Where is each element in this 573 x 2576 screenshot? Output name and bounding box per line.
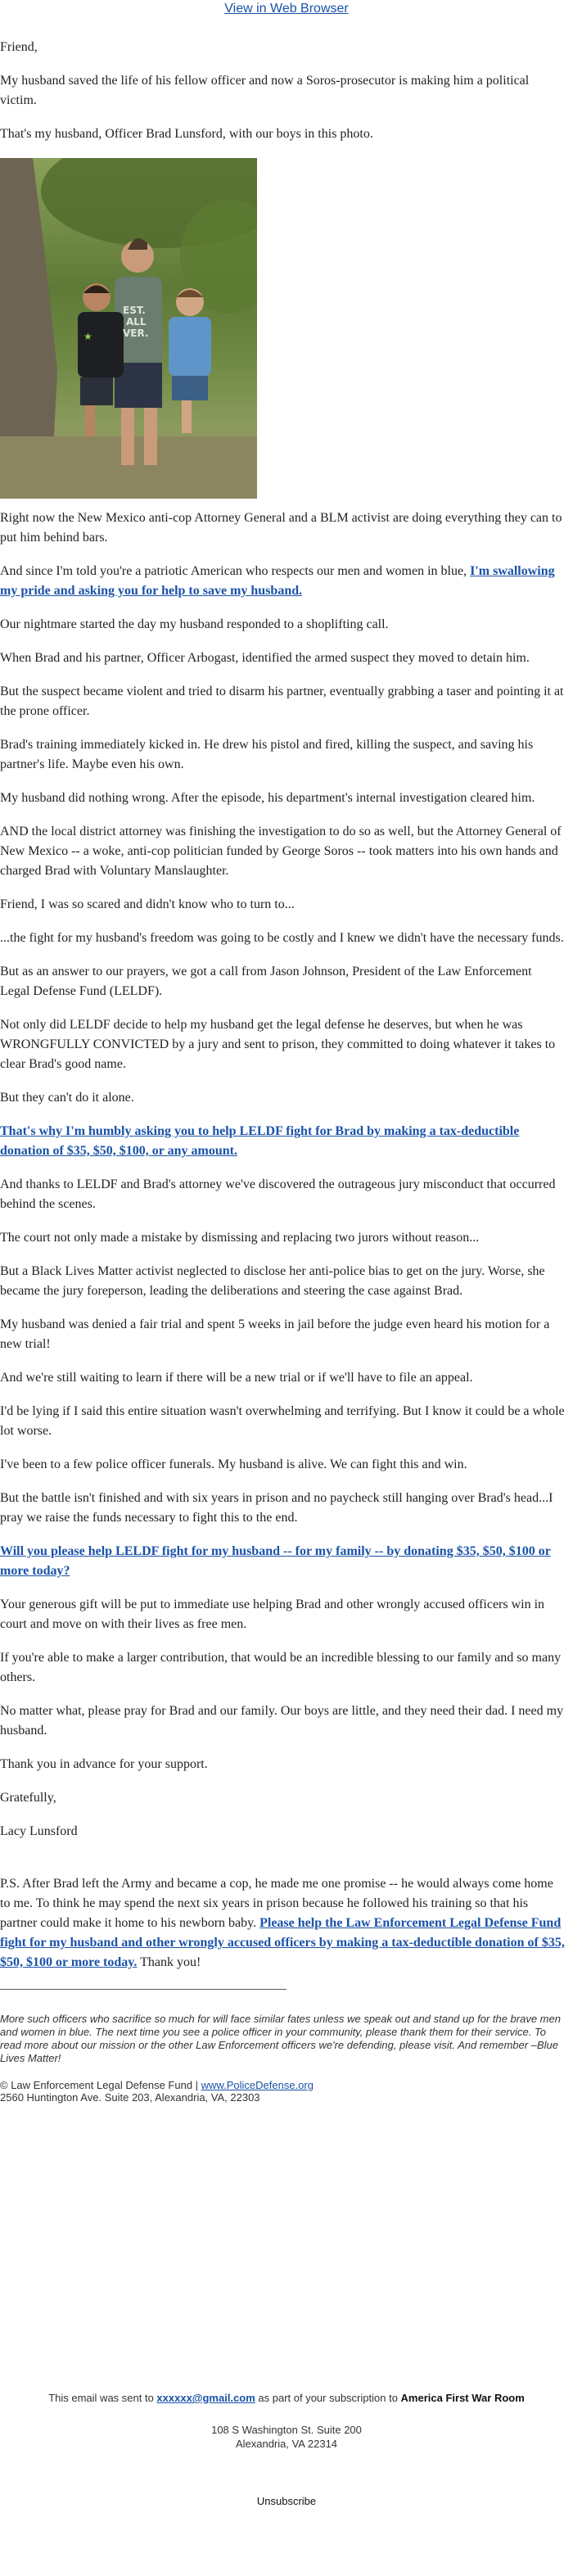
fund-website-link[interactable]: www.PoliceDefense.org [201, 2079, 314, 2091]
subscriber-email-link[interactable]: xxxxxx@gmail.com [156, 2392, 255, 2404]
postscript-end: Thank you! [137, 1955, 201, 1969]
man-leg [144, 408, 157, 465]
paragraph: Friend, I was so scared and didn't know who to turn to... [0, 897, 295, 911]
paragraph: Right now the New Mexico anti-cop Attorney General and a BLM activist are doing everything they can to put him behind bars. [0, 511, 562, 545]
paragraph: My husband saved the life of his fellow officer and now a Soros-prosecutor is making him a political victim. [0, 74, 530, 107]
postscript-text: P.S. After Brad left the Army and became a cop, he made me one promise -- he would always come home to me. To think he may spend the next six years in prison because he followed his training so that his partner could make it home to his newborn baby. [0, 1877, 553, 1930]
shirt-text-line: EST. [123, 305, 146, 316]
disclaimer: More such officers who sacrifice so much for will face similar fates unless we speak out and stand up for the brave men and women in blue. The next time you see a police officer in your community, please thank them for their service. To read more about our mission or the other Law Enforcement officers we're defending, please visit. And remember –Blue Lives Matter! [0, 2013, 561, 2064]
paragraph: I'd be lying if I said this entire situation wasn't overwhelming and terrifying. But I know it could be a whole lot worse. [0, 1404, 565, 1438]
cta-paragraph [0, 1542, 565, 1581]
unsubscribe-link[interactable]: Unsubscribe [256, 2495, 317, 2507]
boy-shorts [80, 377, 113, 405]
paragraph: When Brad and his partner, Officer Arbogast, identified the armed suspect they moved to detain him. [0, 651, 530, 665]
boy-leg [182, 400, 192, 433]
donate-link[interactable]: That's why I'm humbly asking you to help LELDF fight for Brad by making a tax-deductible donation of $35, $50, $100, or any amount. [0, 1124, 520, 1158]
sender-city: Alexandria, VA 22314 [235, 2438, 338, 2450]
paragraph: Thank you in advance for your support. [0, 1757, 208, 1771]
paragraph: Brad's training immediately kicked in. He drew his pistol and fired, killing the suspect, and saving his partner's life. Maybe even his own. [0, 738, 534, 771]
paragraph-text: And since I'm told you're a patriotic American who respects our men and women in blue, [0, 564, 471, 578]
paragraph: ...the fight for my husband's freedom was going to be costly and I knew we didn't have the necessary funds. [0, 931, 564, 945]
paragraph: No matter what, please pray for Brad and our family. Our boys are little, and they need their dad. I need my husband. [0, 1704, 564, 1738]
paragraph: But as an answer to our prayers, we got a call from Jason Johnson, President of the Law Enforcement Legal Defense Fund (LELDF). [0, 965, 532, 998]
boy-shirt [78, 312, 124, 377]
subscription-note [0, 2391, 573, 2405]
fund-info [0, 2079, 565, 2104]
view-in-browser-bar [0, 2, 573, 16]
signature: Lacy Lunsford [0, 1824, 78, 1838]
paragraph: That's my husband, Officer Brad Lunsford, with our boys in this photo. [0, 127, 373, 141]
view-in-browser-link[interactable]: View in Web Browser [224, 2, 349, 16]
closing: Gratefully, [0, 1791, 56, 1805]
divider [0, 1989, 286, 1990]
boy-shorts [172, 376, 208, 400]
fund-copyright-line [0, 2079, 565, 2091]
paragraph [0, 562, 565, 601]
paragraph: My husband was denied a fair trial and spent 5 weeks in jail before the judge even heard his motion for a new trial! [0, 1317, 550, 1351]
paragraph: But the battle isn't finished and with six years in prison and no paycheck still hanging over Brad's head...I pray we raise the funds necessary to fight this to the end. [0, 1491, 553, 1525]
donate-link[interactable]: I'm swallowing my pride and asking you for help to save my husband. [0, 564, 555, 598]
fund-address: 2560 Huntington Ave. Suite 203, Alexandria, VA, 22303 [0, 2091, 260, 2104]
sent-middle: as part of your subscription to [255, 2392, 401, 2404]
paragraph: AND the local district attorney was finishing the investigation to do so as well, but the Attorney General of New Mexico -- a woke, anti-cop politician funded by George Soros -- took matters into his own hands and charged Brad with Voluntary Manslaughter. [0, 825, 562, 878]
shirt-text-line: ALL [126, 316, 147, 328]
paragraph: The court not only made a mistake by dismissing and replacing two jurors without reason... [0, 1231, 480, 1245]
email-footer [0, 2391, 573, 2508]
boy-leg [85, 405, 95, 436]
paragraph: But the suspect became violent and tried to disarm his partner, eventually grabbing a taser and pointing it at the prone officer. [0, 685, 564, 718]
shirt-text-line: VER. [123, 328, 149, 339]
paragraph: My husband did nothing wrong. After the episode, his department's internal investigation cleared him. [0, 791, 535, 805]
man-leg [121, 408, 134, 465]
family-photo-illustration [0, 158, 257, 499]
sent-prefix: This email was sent to [48, 2392, 157, 2404]
donate-link[interactable]: Please help the Law Enforcement Legal Defense Fund fight for my husband and other wrongly accused officers by making a tax-deductible donation of $35, $50, $100 or more today. [0, 1916, 565, 1969]
paragraph: But a Black Lives Matter activist neglected to disclose her anti-police bias to get on the jury. Worse, she became the jury foreperson, leading the deliberations and steering the case against Brad. [0, 1264, 545, 1298]
paragraph: If you're able to make a larger contribution, that would be an incredible blessing to our family and so many others. [0, 1651, 562, 1684]
letter-body [0, 38, 565, 2104]
sender-street: 108 S Washington St. Suite 200 [211, 2424, 362, 2436]
postscript [0, 1874, 565, 1973]
greeting: Friend, [0, 40, 38, 54]
paragraph: Our nightmare started the day my husband responded to a shoplifting call. [0, 617, 389, 631]
shirt-graphic: ★ [83, 331, 92, 342]
paragraph: Your generous gift will be put to immediate use helping Brad and other wrongly accused officers win in court and move on with their lives as free men. [0, 1598, 545, 1631]
boy-shirt [169, 317, 211, 376]
paragraph: And we're still waiting to learn if there will be a new trial or if we'll have to file an appeal. [0, 1371, 473, 1385]
sender-address [0, 2423, 573, 2451]
paragraph: I've been to a few police officer funerals. My husband is alive. We can fight this and win. [0, 1457, 467, 1471]
list-name: America First War Room [400, 2392, 525, 2404]
donate-link[interactable]: Will you please help LELDF fight for my husband -- for my family -- by donating $35, $50, $100 or more today? [0, 1544, 551, 1578]
paragraph: Not only did LELDF decide to help my husband get the legal defense he deserves, but when he was WRONGFULLY CONVICTED by a jury and sent to prison, they committed to doing whatever it takes to clear Brad's good name. [0, 1018, 556, 1071]
paragraph: And thanks to LELDF and Brad's attorney we've discovered the outrageous jury misconduct that occurred behind the scenes. [0, 1177, 556, 1211]
unsubscribe-row [0, 2494, 573, 2508]
paragraph: But they can't do it alone. [0, 1091, 134, 1105]
cta-paragraph [0, 1122, 565, 1161]
fund-copyright: © Law Enforcement Legal Defense Fund | [0, 2079, 201, 2091]
boy-hair [83, 286, 110, 294]
family-photo [0, 158, 257, 499]
